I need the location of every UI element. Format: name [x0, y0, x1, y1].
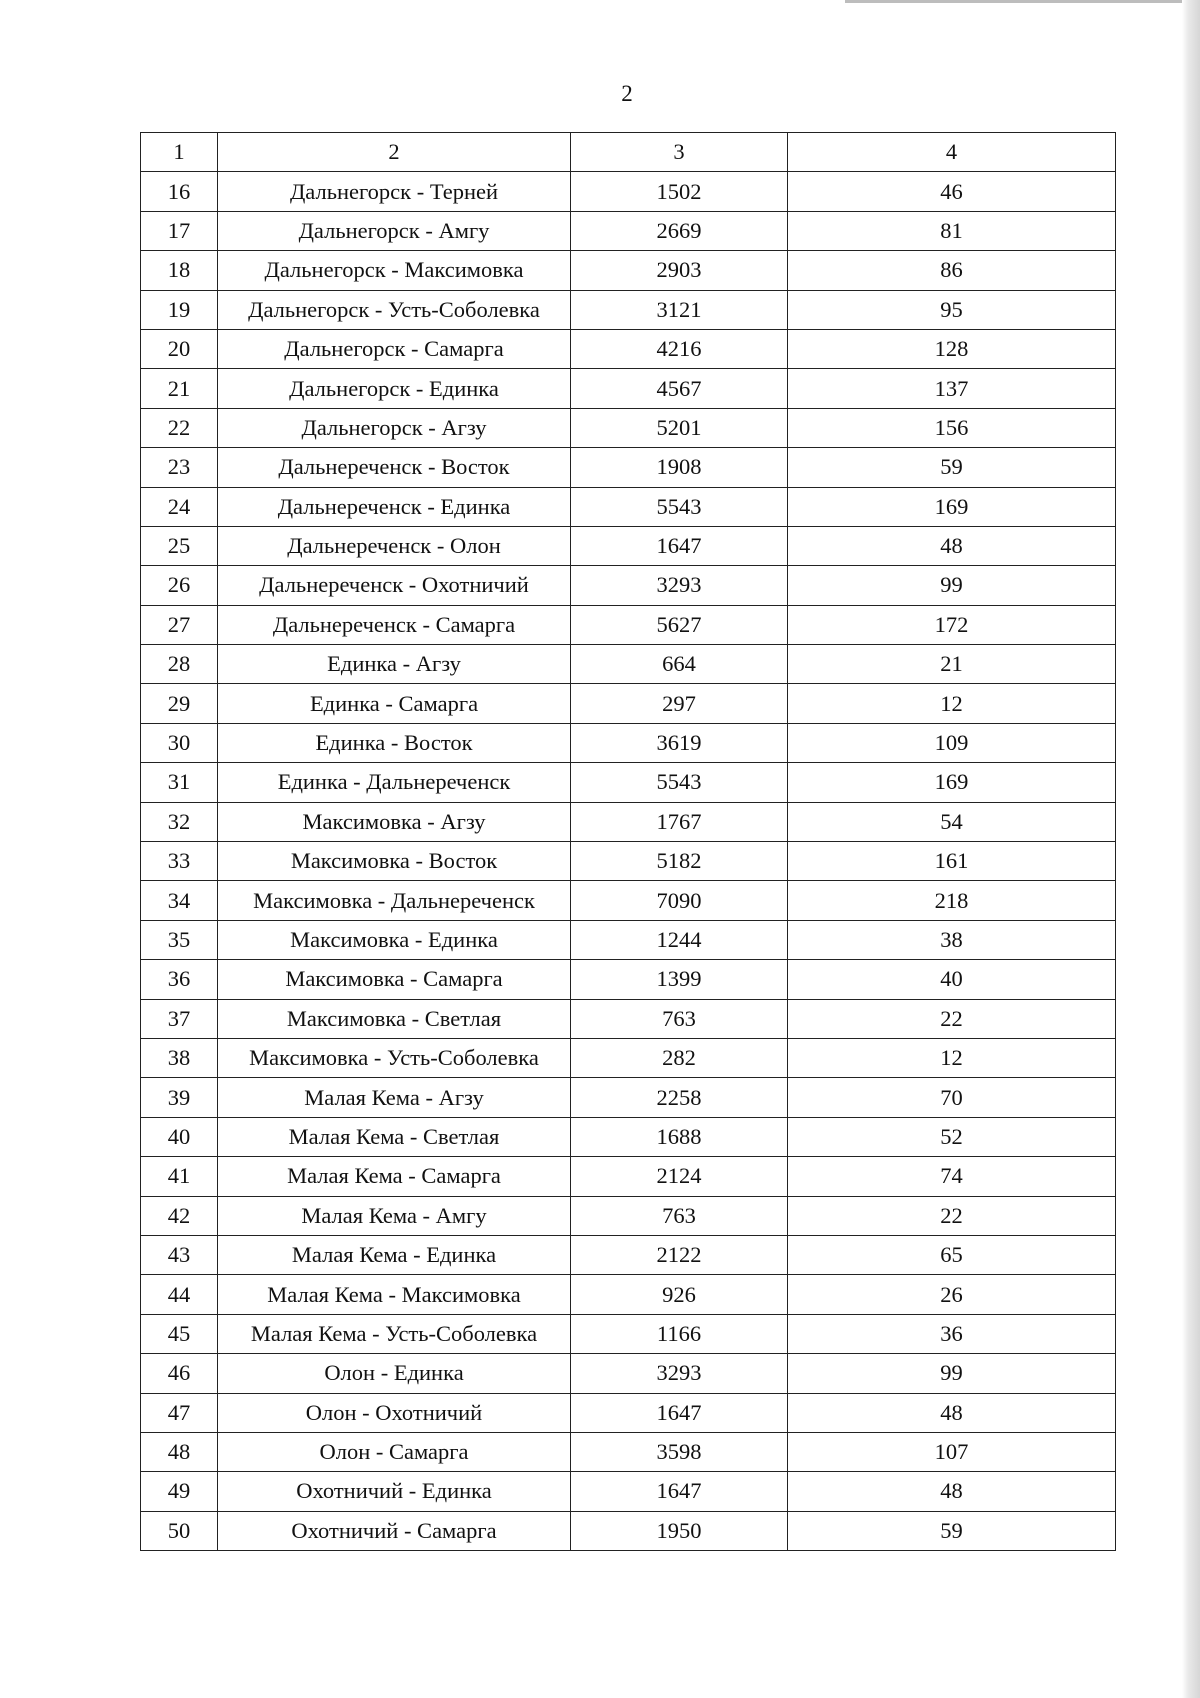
- table-row: [141, 842, 1116, 881]
- row-number-cell: 47: [141, 1393, 218, 1432]
- row-number-cell: 36: [141, 960, 218, 999]
- value-cell: 1166: [571, 1314, 788, 1353]
- route-cell: Малая Кема - Максимовка: [218, 1275, 571, 1314]
- table-row: [141, 802, 1116, 841]
- route-cell: Охотничий - Самарга: [218, 1511, 571, 1550]
- table-row: [141, 1511, 1116, 1550]
- count-cell: 137: [788, 369, 1116, 408]
- table-row: [141, 605, 1116, 644]
- table-row: [141, 881, 1116, 920]
- row-number-cell: 17: [141, 211, 218, 250]
- count-cell: 81: [788, 211, 1116, 250]
- count-cell: 95: [788, 290, 1116, 329]
- count-cell: 65: [788, 1235, 1116, 1274]
- count-cell: 12: [788, 1038, 1116, 1077]
- value-cell: 2122: [571, 1235, 788, 1274]
- row-number-cell: 39: [141, 1078, 218, 1117]
- row-number-cell: 34: [141, 881, 218, 920]
- route-cell: Максимовка - Агзу: [218, 802, 571, 841]
- route-cell: Дальнегорск - Усть-Соболевка: [218, 290, 571, 329]
- route-cell: Малая Кема - Светлая: [218, 1117, 571, 1156]
- table-row: [141, 369, 1116, 408]
- row-number-cell: 37: [141, 999, 218, 1038]
- table-row: [141, 763, 1116, 802]
- value-cell: 3293: [571, 566, 788, 605]
- value-cell: 763: [571, 999, 788, 1038]
- route-cell: Дальнегорск - Терней: [218, 172, 571, 211]
- count-cell: 109: [788, 723, 1116, 762]
- count-cell: 172: [788, 605, 1116, 644]
- row-number-cell: 30: [141, 723, 218, 762]
- header-cell-3: 3: [571, 133, 788, 172]
- count-cell: 99: [788, 1354, 1116, 1393]
- value-cell: 5627: [571, 605, 788, 644]
- count-cell: 161: [788, 842, 1116, 881]
- row-number-cell: 22: [141, 408, 218, 447]
- value-cell: 664: [571, 645, 788, 684]
- value-cell: 926: [571, 1275, 788, 1314]
- table-row: [141, 723, 1116, 762]
- row-number-cell: 43: [141, 1235, 218, 1274]
- route-cell: Дальнереченск - Восток: [218, 448, 571, 487]
- table-header-row: [141, 133, 1116, 172]
- count-cell: 48: [788, 1472, 1116, 1511]
- table-body: [141, 133, 1116, 1551]
- row-number-cell: 42: [141, 1196, 218, 1235]
- table-row: [141, 251, 1116, 290]
- table-row: [141, 211, 1116, 250]
- value-cell: 1647: [571, 1393, 788, 1432]
- table-row: [141, 1038, 1116, 1077]
- table-row: [141, 645, 1116, 684]
- route-cell: Дальнегорск - Агзу: [218, 408, 571, 447]
- count-cell: 74: [788, 1157, 1116, 1196]
- value-cell: 1647: [571, 526, 788, 565]
- count-cell: 218: [788, 881, 1116, 920]
- value-cell: 282: [571, 1038, 788, 1077]
- count-cell: 59: [788, 1511, 1116, 1550]
- value-cell: 5543: [571, 487, 788, 526]
- route-cell: Дальнереченск - Единка: [218, 487, 571, 526]
- route-cell: Дальнегорск - Единка: [218, 369, 571, 408]
- value-cell: 297: [571, 684, 788, 723]
- count-cell: 46: [788, 172, 1116, 211]
- table-row: [141, 1235, 1116, 1274]
- table-row: [141, 1314, 1116, 1353]
- route-cell: Максимовка - Единка: [218, 920, 571, 959]
- page-number: 2: [621, 81, 633, 106]
- value-cell: 7090: [571, 881, 788, 920]
- count-cell: 48: [788, 526, 1116, 565]
- value-cell: 3619: [571, 723, 788, 762]
- row-number-cell: 44: [141, 1275, 218, 1314]
- count-cell: 12: [788, 684, 1116, 723]
- header-cell-4: 4: [788, 133, 1116, 172]
- row-number-cell: 33: [141, 842, 218, 881]
- value-cell: 1688: [571, 1117, 788, 1156]
- table-row: [141, 920, 1116, 959]
- route-cell: Дальнегорск - Амгу: [218, 211, 571, 250]
- count-cell: 107: [788, 1432, 1116, 1471]
- route-cell: Единка - Самарга: [218, 684, 571, 723]
- value-cell: 1767: [571, 802, 788, 841]
- count-cell: 26: [788, 1275, 1116, 1314]
- value-cell: 5201: [571, 408, 788, 447]
- count-cell: 70: [788, 1078, 1116, 1117]
- count-cell: 22: [788, 999, 1116, 1038]
- value-cell: 1244: [571, 920, 788, 959]
- value-cell: 2258: [571, 1078, 788, 1117]
- value-cell: 4567: [571, 369, 788, 408]
- count-cell: 128: [788, 329, 1116, 368]
- value-cell: 2903: [571, 251, 788, 290]
- value-cell: 2669: [571, 211, 788, 250]
- table-row: [141, 684, 1116, 723]
- row-number-cell: 26: [141, 566, 218, 605]
- route-cell: Олон - Самарга: [218, 1432, 571, 1471]
- table-row: [141, 526, 1116, 565]
- value-cell: 1399: [571, 960, 788, 999]
- value-cell: 3121: [571, 290, 788, 329]
- row-number-cell: 27: [141, 605, 218, 644]
- table-row: [141, 1472, 1116, 1511]
- route-cell: Дальнереченск - Охотничий: [218, 566, 571, 605]
- table-row: [141, 1078, 1116, 1117]
- value-cell: 763: [571, 1196, 788, 1235]
- route-cell: Малая Кема - Амгу: [218, 1196, 571, 1235]
- route-cell: Олон - Единка: [218, 1354, 571, 1393]
- route-cell: Охотничий - Единка: [218, 1472, 571, 1511]
- table-row: [141, 999, 1116, 1038]
- table-row: [141, 1432, 1116, 1471]
- data-table: [140, 132, 1116, 1551]
- row-number-cell: 46: [141, 1354, 218, 1393]
- row-number-cell: 23: [141, 448, 218, 487]
- value-cell: 1502: [571, 172, 788, 211]
- row-number-cell: 16: [141, 172, 218, 211]
- route-cell: Единка - Восток: [218, 723, 571, 762]
- route-cell: Олон - Охотничий: [218, 1393, 571, 1432]
- row-number-cell: 25: [141, 526, 218, 565]
- route-cell: Единка - Агзу: [218, 645, 571, 684]
- row-number-cell: 40: [141, 1117, 218, 1156]
- count-cell: 36: [788, 1314, 1116, 1353]
- table-row: [141, 1275, 1116, 1314]
- table-row: [141, 290, 1116, 329]
- value-cell: 5543: [571, 763, 788, 802]
- table-row: [141, 1354, 1116, 1393]
- table-row: [141, 1157, 1116, 1196]
- value-cell: 5182: [571, 842, 788, 881]
- table-row: [141, 448, 1116, 487]
- value-cell: 1647: [571, 1472, 788, 1511]
- row-number-cell: 29: [141, 684, 218, 723]
- route-cell: Малая Кема - Самарга: [218, 1157, 571, 1196]
- row-number-cell: 20: [141, 329, 218, 368]
- route-cell: Дальнереченск - Олон: [218, 526, 571, 565]
- count-cell: 40: [788, 960, 1116, 999]
- row-number-cell: 45: [141, 1314, 218, 1353]
- count-cell: 54: [788, 802, 1116, 841]
- row-number-cell: 28: [141, 645, 218, 684]
- route-cell: Максимовка - Самарга: [218, 960, 571, 999]
- scan-edge-top: [845, 0, 1200, 3]
- row-number-cell: 41: [141, 1157, 218, 1196]
- table-row: [141, 329, 1116, 368]
- count-cell: 22: [788, 1196, 1116, 1235]
- header-cell-2: 2: [218, 133, 571, 172]
- count-cell: 38: [788, 920, 1116, 959]
- count-cell: 99: [788, 566, 1116, 605]
- count-cell: 21: [788, 645, 1116, 684]
- row-number-cell: 48: [141, 1432, 218, 1471]
- table-row: [141, 172, 1116, 211]
- route-cell: Дальнереченск - Самарга: [218, 605, 571, 644]
- route-cell: Малая Кема - Агзу: [218, 1078, 571, 1117]
- value-cell: 2124: [571, 1157, 788, 1196]
- route-cell: Дальнегорск - Самарга: [218, 329, 571, 368]
- row-number-cell: 24: [141, 487, 218, 526]
- row-number-cell: 38: [141, 1038, 218, 1077]
- value-cell: 1950: [571, 1511, 788, 1550]
- row-number-cell: 18: [141, 251, 218, 290]
- table-row: [141, 487, 1116, 526]
- row-number-cell: 35: [141, 920, 218, 959]
- count-cell: 169: [788, 487, 1116, 526]
- count-cell: 48: [788, 1393, 1116, 1432]
- count-cell: 169: [788, 763, 1116, 802]
- route-cell: Малая Кема - Усть-Соболевка: [218, 1314, 571, 1353]
- value-cell: 3598: [571, 1432, 788, 1471]
- count-cell: 86: [788, 251, 1116, 290]
- scan-edge-right: [1182, 0, 1200, 1698]
- row-number-cell: 49: [141, 1472, 218, 1511]
- table-row: [141, 408, 1116, 447]
- route-cell: Единка - Дальнереченск: [218, 763, 571, 802]
- count-cell: 52: [788, 1117, 1116, 1156]
- count-cell: 59: [788, 448, 1116, 487]
- table-row: [141, 1117, 1116, 1156]
- route-cell: Максимовка - Светлая: [218, 999, 571, 1038]
- table-row: [141, 1393, 1116, 1432]
- value-cell: 4216: [571, 329, 788, 368]
- row-number-cell: 31: [141, 763, 218, 802]
- route-cell: Дальнегорск - Максимовка: [218, 251, 571, 290]
- table-row: [141, 566, 1116, 605]
- header-cell-1: 1: [141, 133, 218, 172]
- value-cell: 3293: [571, 1354, 788, 1393]
- row-number-cell: 21: [141, 369, 218, 408]
- route-cell: Максимовка - Усть-Соболевка: [218, 1038, 571, 1077]
- row-number-cell: 50: [141, 1511, 218, 1550]
- route-cell: Максимовка - Дальнереченск: [218, 881, 571, 920]
- value-cell: 1908: [571, 448, 788, 487]
- row-number-cell: 19: [141, 290, 218, 329]
- route-cell: Малая Кема - Единка: [218, 1235, 571, 1274]
- count-cell: 156: [788, 408, 1116, 447]
- table-row: [141, 960, 1116, 999]
- table-row: [141, 1196, 1116, 1235]
- route-cell: Максимовка - Восток: [218, 842, 571, 881]
- row-number-cell: 32: [141, 802, 218, 841]
